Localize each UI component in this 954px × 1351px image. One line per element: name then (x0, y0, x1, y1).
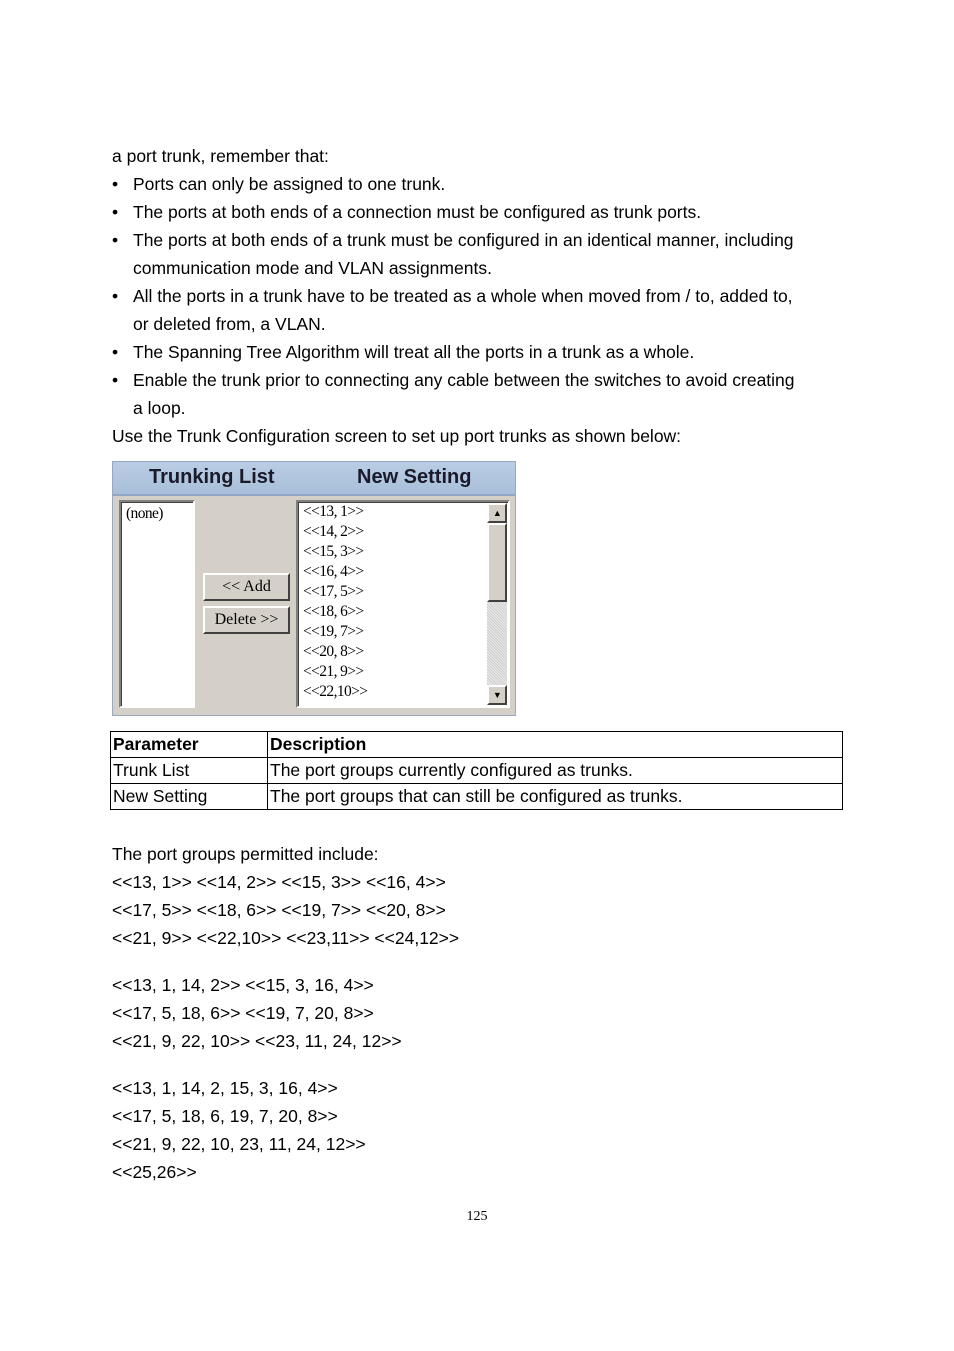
group-line: <<21, 9>> <<22,10>> <<23,11>> <<24,12>> (112, 928, 460, 948)
new-setting-option[interactable]: <<13, 1>> (303, 503, 364, 520)
group-line: <<21, 9, 22, 10, 23, 11, 24, 12>> (112, 1134, 366, 1154)
scroll-down-arrow-icon[interactable]: ▼ (487, 685, 507, 705)
widget-header (113, 462, 515, 496)
new-setting-panel (294, 498, 512, 712)
table-cell: New Setting (111, 784, 268, 810)
new-setting-option[interactable]: <<14, 2>> (303, 523, 364, 540)
group-line: <<13, 1, 14, 2, 15, 3, 16, 4>> (112, 1078, 338, 1098)
new-setting-option[interactable]: <<20, 8>> (303, 643, 364, 660)
group-line: <<17, 5, 18, 6, 19, 7, 20, 8>> (112, 1106, 338, 1126)
bullet-continuation: communication mode and VLAN assignments. (133, 258, 492, 278)
group-line: <<21, 9, 22, 10>> <<23, 11, 24, 12>> (112, 1031, 402, 1051)
bullet-continuation: a loop. (133, 398, 186, 418)
bullet-dot: • (112, 174, 119, 194)
trunk-list-item[interactable]: (none) (126, 505, 163, 522)
add-button[interactable]: << Add (203, 573, 290, 601)
table-row (111, 758, 843, 784)
table-cell: The port groups currently configured as trunks. (268, 758, 843, 784)
bullet-dot: • (112, 230, 119, 250)
bullet-text: Enable the trunk prior to connecting any cable between the switches to avoid creating (133, 370, 795, 390)
group-line: <<25,26>> (112, 1162, 197, 1182)
table-cell: Trunk List (111, 758, 268, 784)
bullet-text: The ports at both ends of a trunk must be configured in an identical manner, including (133, 230, 794, 250)
bullet-dot: • (112, 370, 119, 390)
new-setting-option[interactable]: <<19, 7>> (303, 623, 364, 640)
table-cell: The port groups that can still be configured as trunks. (268, 784, 843, 810)
new-setting-heading: New Setting (357, 466, 472, 488)
use-screen-line: Use the Trunk Configuration screen to set up port trunks as shown below: (112, 426, 682, 446)
delete-button[interactable]: Delete >> (203, 606, 290, 634)
bullet-text: Ports can only be assigned to one trunk. (133, 174, 446, 194)
bullet-text: The ports at both ends of a connection must be configured as trunk ports. (133, 202, 702, 222)
new-setting-option[interactable]: <<15, 3>> (303, 543, 364, 560)
trunking-list-heading: Trunking List (149, 466, 275, 488)
table-header-row (111, 732, 843, 758)
groups-intro: The port groups permitted include: (112, 844, 379, 864)
new-setting-option[interactable]: <<22,10>> (303, 683, 368, 700)
group-line: <<13, 1>> <<14, 2>> <<15, 3>> <<16, 4>> (112, 872, 446, 892)
bullet-dot: • (112, 342, 119, 362)
vertical-scrollbar[interactable] (487, 503, 507, 705)
new-setting-option[interactable]: <<18, 6>> (303, 603, 364, 620)
new-setting-option[interactable]: <<21, 9>> (303, 663, 364, 680)
parameter-table (110, 731, 843, 810)
table-row (111, 784, 843, 810)
trunk-config-screenshot (112, 461, 516, 716)
trunk-list-box[interactable] (119, 500, 195, 708)
bullet-dot: • (112, 202, 119, 222)
group-line: <<17, 5, 18, 6>> <<19, 7, 20, 8>> (112, 1003, 374, 1023)
scrollbar-thumb[interactable] (487, 523, 507, 602)
table-header: Parameter (111, 732, 268, 758)
bullet-continuation: or deleted from, a VLAN. (133, 314, 326, 334)
new-setting-option[interactable]: <<17, 5>> (303, 583, 364, 600)
bullet-dot: • (112, 286, 119, 306)
intro-line: a port trunk, remember that: (112, 146, 329, 166)
table-header: Description (268, 732, 843, 758)
group-line: <<17, 5>> <<18, 6>> <<19, 7>> <<20, 8>> (112, 900, 446, 920)
scroll-up-arrow-icon[interactable]: ▲ (487, 503, 507, 523)
bullet-text: All the ports in a trunk have to be treated as a whole when moved from / to, added to, (133, 286, 793, 306)
trunk-list-panel (117, 498, 197, 712)
group-line: <<13, 1, 14, 2>> <<15, 3, 16, 4>> (112, 975, 374, 995)
new-setting-listbox[interactable] (296, 500, 510, 708)
new-setting-option[interactable]: <<16, 4>> (303, 563, 364, 580)
page-number: 125 (466, 1209, 488, 1224)
bullet-text: The Spanning Tree Algorithm will treat all the ports in a trunk as a whole. (133, 342, 695, 362)
